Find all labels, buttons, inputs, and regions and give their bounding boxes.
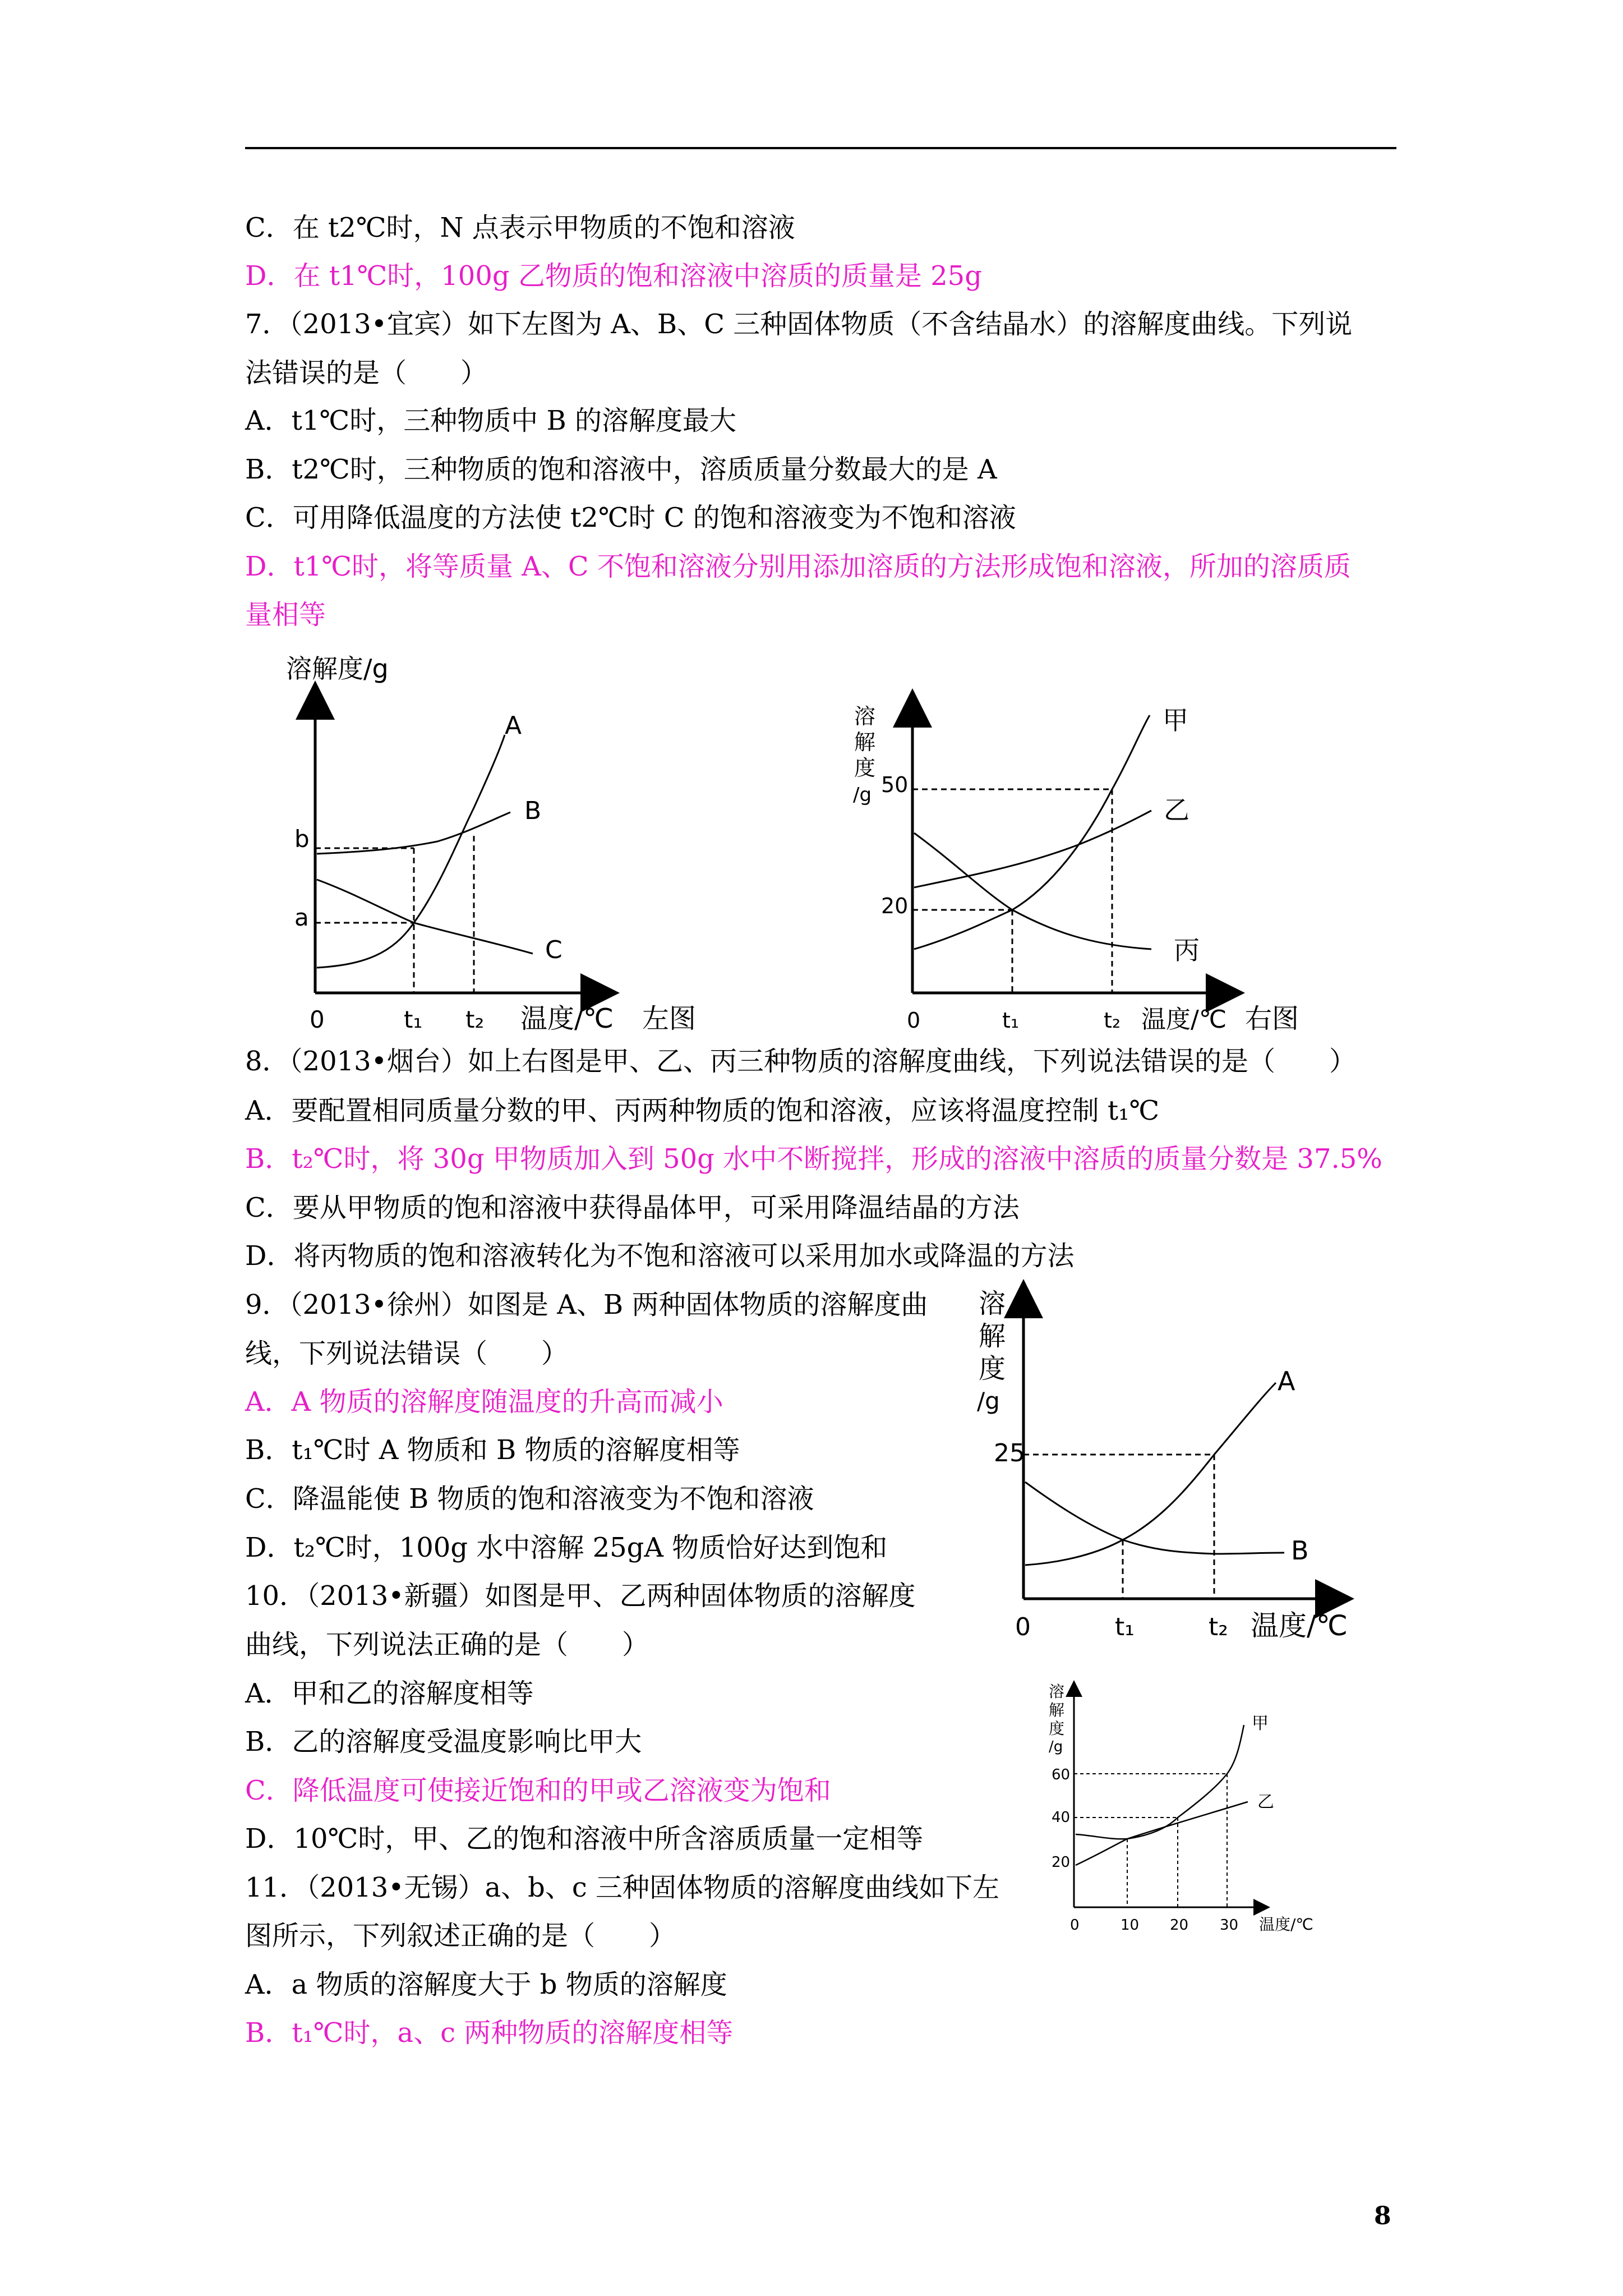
text-line: 7．（2013•宜宾）如下左图为 A、B、C 三种固体物质（不含结晶水）的溶解度曲线。下列说 (245, 309, 1353, 340)
text-line: C．可用降低温度的方法使 t2℃时 C 的饱和溶液变为不饱和溶液 (245, 502, 1016, 533)
tick-label-x: t₂ (465, 1006, 485, 1033)
text-line: 8．（2013•烟台）如上右图是甲、乙、丙三种物质的溶解度曲线，下列说法错误的是（ ） (245, 1046, 1357, 1077)
text-line: D．t₂℃时，100g 水中溶解 25gA 物质恰好达到饱和 (245, 1532, 888, 1563)
text-line: 图所示，下列叙述正确的是（ ） (245, 1920, 676, 1952)
series-label-yi: 乙 (1257, 1792, 1274, 1812)
header-rule (245, 147, 1396, 149)
chart-caption: 右图 (1245, 1003, 1299, 1034)
text-line: 10．（2013•新疆）如图是甲、乙两种固体物质的溶解度 (245, 1580, 916, 1612)
text-line: C．降低温度可使接近饱和的甲或乙溶液变为饱和 (245, 1775, 831, 1806)
curve-yi (914, 811, 1151, 887)
tick-label-x: t₂ (1104, 1008, 1121, 1033)
tick-label-x: t₁ (404, 1006, 423, 1033)
q9-solubility-chart (970, 1285, 1391, 1655)
text-line: B．t2℃时，三种物质的饱和溶液中，溶质质量分数最大的是 A (245, 454, 997, 485)
tick-label-y: 50 (881, 772, 909, 797)
y-axis-label: /g (853, 784, 872, 806)
curve-jia (914, 715, 1150, 949)
series-label-jia: 甲 (1252, 1714, 1269, 1733)
curve-a (1025, 1383, 1276, 1565)
y-axis-label: 度 (854, 756, 876, 780)
tick-label-x: 30 (1220, 1917, 1239, 1934)
text-line: 线，下列说法错误（ ） (245, 1338, 569, 1369)
y-axis-label: 解 (854, 730, 876, 754)
x-axis-label: 温度/℃ (520, 1003, 614, 1034)
tick-label-y: b (294, 825, 310, 853)
series-label-a: A (505, 711, 522, 740)
tick-label-x: 0 (1070, 1917, 1080, 1934)
page-number: 8 (1374, 2202, 1391, 2230)
y-axis-label: 溶解度/g (286, 654, 389, 684)
tick-label-x: t₂ (1209, 1613, 1228, 1641)
y-axis-label: 解 (979, 1320, 1006, 1352)
series-label-bing: 丙 (1174, 935, 1200, 965)
text-line: B．t₂℃时，将 30g 甲物质加入到 50g 水中不断搅拌，形成的溶液中溶质的质量分数是 37.5% (245, 1143, 1382, 1175)
series-label-yi: 乙 (1164, 795, 1189, 825)
text-line: 9．（2013•徐州）如图是 A、B 两种固体物质的溶解度曲 (245, 1289, 928, 1320)
y-axis-label: /g (977, 1387, 1000, 1415)
y-axis-label: 度 (979, 1353, 1006, 1384)
x-axis-label: 温度/℃ (1141, 1005, 1227, 1034)
curve-c (317, 880, 533, 954)
tick-label-y: 20 (1052, 1854, 1071, 1871)
text-line: A．甲和乙的溶解度相等 (245, 1678, 534, 1709)
tick-label-x: t₁ (1002, 1008, 1020, 1033)
curve-yi (1076, 1802, 1248, 1865)
y-axis-label: 度 (1049, 1719, 1065, 1738)
origin-label: 0 (907, 1008, 921, 1033)
text-line: D．在 t1℃时，100g 乙物质的饱和溶液中溶质的质量是 25g (245, 260, 982, 292)
curve-jia (1076, 1725, 1244, 1839)
tick-label-x: 20 (1170, 1917, 1189, 1934)
chart-caption: 左图 (642, 1003, 697, 1034)
text-line: 法错误的是（ ） (245, 357, 488, 389)
text-line: B．t₁℃时，a、c 两种物质的溶解度相等 (245, 2017, 734, 2049)
text-line: D．10℃时，甲、乙的饱和溶液中所含溶质质量一定相等 (245, 1823, 924, 1855)
series-label-b: B (1291, 1535, 1309, 1566)
tick-label-y: 40 (1052, 1809, 1071, 1826)
origin-label: 0 (1015, 1613, 1031, 1641)
series-label-a: A (1278, 1366, 1295, 1396)
text-line: D．将丙物质的饱和溶液转化为不饱和溶液可以采用加水或降温的方法 (245, 1240, 1075, 1272)
text-line: C．在 t2℃时，N 点表示甲物质的不饱和溶液 (245, 212, 795, 243)
y-axis-label: /g (1049, 1738, 1063, 1755)
series-label-c: C (545, 936, 562, 964)
curve-bing (914, 833, 1151, 949)
text-line: 曲线，下列说法正确的是（ ） (245, 1629, 649, 1660)
text-line: A．t1℃时，三种物质中 B 的溶解度最大 (245, 405, 736, 436)
text-line: A．A 物质的溶解度随温度的升高而减小 (245, 1386, 723, 1418)
y-axis-label: 溶 (1049, 1682, 1065, 1701)
text-line: C．降温能使 B 物质的饱和溶液变为不饱和溶液 (245, 1483, 814, 1515)
q10-solubility-chart (1038, 1677, 1374, 1947)
text-line: B．t₁℃时 A 物质和 B 物质的溶解度相等 (245, 1434, 740, 1466)
text-line: 量相等 (245, 599, 326, 631)
text-line: C．要从甲物质的饱和溶液中获得晶体甲，可采用降温结晶的方法 (245, 1192, 1020, 1223)
x-axis-label: 温度/℃ (1259, 1915, 1313, 1934)
tick-label-x: 10 (1121, 1917, 1140, 1934)
y-axis-label: 溶 (979, 1288, 1006, 1319)
curve-a (317, 735, 505, 968)
origin-label: 0 (310, 1006, 325, 1033)
tick-label-x: t₁ (1115, 1613, 1135, 1641)
series-label-b: B (524, 797, 542, 825)
tick-label-y: 60 (1052, 1766, 1071, 1783)
left-solubility-chart (269, 651, 729, 1043)
text-line: B．乙的溶解度受温度影响比甲大 (245, 1726, 642, 1757)
series-label-jia: 甲 (1163, 705, 1188, 735)
text-line: 11．（2013•无锡）a、b、c 三种固体物质的溶解度曲线如下左 (245, 1872, 1000, 1903)
tick-label-y: 25 (994, 1439, 1025, 1467)
y-axis-label: 溶 (854, 704, 876, 729)
tick-label-y: a (294, 904, 309, 931)
y-axis-label: 解 (1049, 1701, 1065, 1719)
text-line: D．t1℃时，将等质量 A、C 不饱和溶液分别用添加溶质的方法形成饱和溶液，所加的溶质质 (245, 551, 1351, 582)
x-axis-label: 温度/℃ (1251, 1609, 1348, 1642)
tick-label-y: 20 (881, 894, 909, 918)
text-line: A．a 物质的溶解度大于 b 物质的溶解度 (245, 1969, 727, 2000)
text-line: A．要配置相同质量分数的甲、丙两种物质的饱和溶液，应该将温度控制 t₁℃ (245, 1095, 1160, 1126)
right-solubility-chart (844, 696, 1299, 1043)
